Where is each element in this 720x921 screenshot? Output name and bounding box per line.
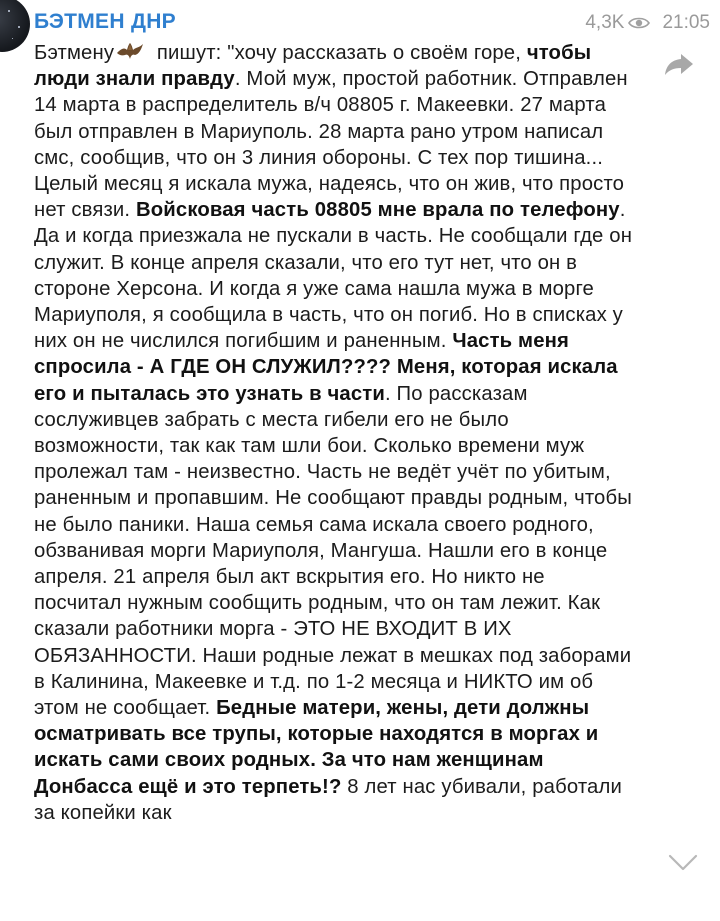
bold-text-segment: чтобы люди знали правду — [34, 42, 592, 91]
eye-icon — [628, 16, 650, 30]
message-time: 21:05 — [662, 12, 710, 33]
intro-name: Бэтмену — [34, 42, 115, 64]
text-segment: . По рассказам сослуживцев забрать с места гибели его не было возможности, так как там шли бои. Сколько времени муж пролежал там - неизвестно. Часть не ведёт учёт по убитым, раненным и пропавшим. Не сообщают правды родным, чтобы не было паники. Наша семья сама искала своего родного, обзванивая морги Мариуполя, Мангуша. Нашли его в конце апреля. 21 апреля был акт вскрытия его. Но никто не посчитал нужным сообщить родным, что он там лежит. Как сказали работники морга - ЭТО НЕ ВХОДИТ В ИХ ОБЯЗАННОСТИ. Наши родные лежат в мешках под заборами в Калинина, Макеевке и т.д. по 1-2 месяца и НИКТО им об этом не сообщает. — [34, 382, 632, 720]
channel-name[interactable]: БЭТМЕН ДНР — [34, 10, 176, 33]
text-segment: . Да и когда приезжала не пускали в часть. Не сообщали где он служит. В конце апреля сказали, что его тут нет, что он в стороне Херсона. И когда я уже сама нашла мужа в морге Мариуполя, я сообщила в часть, что он погиб. Но в списках у них он не числился погибшим и раненным. — [34, 199, 633, 353]
bold-text-segment: Войсковая часть 08805 мне врала по телефону — [135, 199, 620, 222]
text-segment: . Мой муж, простой работник. Отправлен 14 марта в распределитель в/ч 08805 г. Макеевки. 27 марта был отправлен в Мариуполь. 28 марта рано утром написал смс, сообщив, что он 3 линия обороны. С тех пор тишина... Целый месяц я искала мужа, надеясь, что он жив, что просто нет связи. — [34, 68, 628, 222]
bat-emoji-icon — [115, 41, 145, 61]
bold-text-segment: Часть меня спросила - А ГДЕ ОН СЛУЖИЛ???? Меня, которая искала его и пыталась это узнать в части — [34, 330, 618, 405]
message-body — [34, 40, 634, 826]
view-count: 4,3K — [585, 12, 625, 33]
text-segment: 8 лет нас убивали, работали за копейки как — [34, 775, 622, 824]
message-header — [34, 6, 720, 36]
chevron-down-icon[interactable] — [668, 852, 698, 874]
message-text — [34, 40, 634, 826]
bold-text-segment: Бедные матери, жены, дети должны осматривать все трупы, которые находятся в моргах и искать сами своих родных. За что нам женщинам Донбасса ещё и это терпеть!? — [34, 697, 599, 798]
text-segment: пишут: "хочу рассказать о своём горе, — [151, 42, 527, 64]
message-meta — [585, 12, 710, 34]
channel-avatar[interactable] — [0, 0, 30, 52]
forward-arrow-icon[interactable] — [664, 52, 694, 76]
